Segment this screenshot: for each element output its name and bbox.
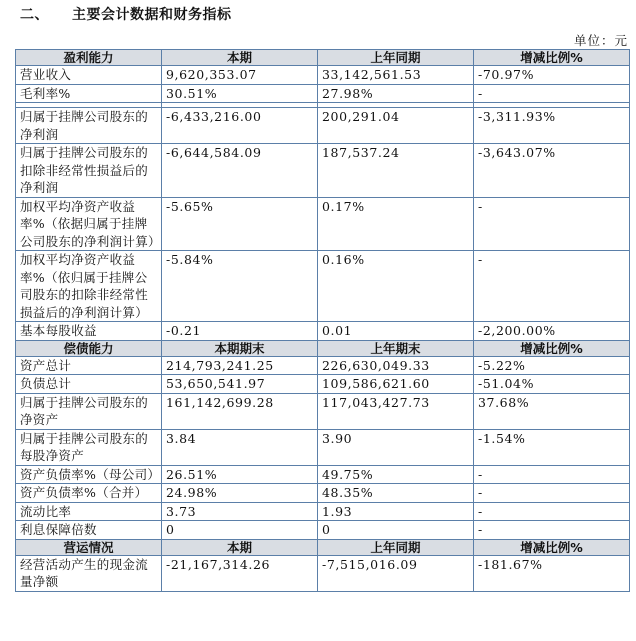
- solvency-column-header: 偿债能力: [16, 340, 162, 356]
- value-cell: -0.21: [162, 322, 318, 341]
- value-cell: 30.51%: [162, 84, 318, 103]
- table-row: [16, 465, 630, 484]
- value-cell: -21,167,314.26: [162, 555, 318, 591]
- unit-label: 单位：元: [573, 33, 628, 48]
- table-row: [16, 484, 630, 503]
- row-label: 加权平均净资产收益率%（依归属于挂牌公司股东的扣除非经常性损益后的净利润计算）: [16, 251, 162, 322]
- value-cell: -: [474, 251, 630, 322]
- value-cell: -: [474, 197, 630, 251]
- value-cell: -3,643.07%: [474, 144, 630, 198]
- row-label: 毛利率%: [16, 84, 162, 103]
- operations-header-row: [16, 539, 630, 555]
- table-row: [16, 393, 630, 429]
- value-cell: 0: [162, 521, 318, 540]
- section-title: 主要会计数据和财务指标: [72, 7, 232, 23]
- value-cell: 0: [318, 521, 474, 540]
- value-cell: -: [474, 465, 630, 484]
- operations-column-header: 上年同期: [318, 539, 474, 555]
- value-cell: -: [474, 521, 630, 540]
- table-row: [16, 251, 630, 322]
- value-cell: -5.65%: [162, 197, 318, 251]
- value-cell: 117,043,427.73: [318, 393, 474, 429]
- value-cell: 3.90: [318, 429, 474, 465]
- value-cell: 0.17%: [318, 197, 474, 251]
- value-cell: 226,630,049.33: [318, 356, 474, 375]
- value-cell: -: [474, 484, 630, 503]
- value-cell: 9,620,353.07: [162, 66, 318, 85]
- table-row: [16, 108, 630, 144]
- financial-data-table: [15, 49, 630, 592]
- table-row: [16, 521, 630, 540]
- value-cell: -: [474, 84, 630, 103]
- solvency-column-header: 上年期末: [318, 340, 474, 356]
- row-label: 归属于挂牌公司股东的扣除非经常性损益后的净利润: [16, 144, 162, 198]
- value-cell: -6,433,216.00: [162, 108, 318, 144]
- table-row: [16, 429, 630, 465]
- row-label: 利息保障倍数: [16, 521, 162, 540]
- value-cell: -2,200.00%: [474, 322, 630, 341]
- value-cell: 53,650,541.97: [162, 375, 318, 394]
- value-cell: -: [474, 502, 630, 521]
- value-cell: 26.51%: [162, 465, 318, 484]
- operations-column-header: 增减比例%: [474, 539, 630, 555]
- value-cell: 109,586,621.60: [318, 375, 474, 394]
- table-row: [16, 197, 630, 251]
- row-label: 资产负债率%（母公司）: [16, 465, 162, 484]
- value-cell: -7,515,016.09: [318, 555, 474, 591]
- value-cell: 214,793,241.25: [162, 356, 318, 375]
- value-cell: 161,142,699.28: [162, 393, 318, 429]
- row-label: 资产负债率%（合并）: [16, 484, 162, 503]
- value-cell: 24.98%: [162, 484, 318, 503]
- value-cell: -5.22%: [474, 356, 630, 375]
- value-cell: 0.16%: [318, 251, 474, 322]
- table-row: [16, 502, 630, 521]
- solvency-column-header: 本期期末: [162, 340, 318, 356]
- table-row: [16, 356, 630, 375]
- value-cell: 200,291.04: [318, 108, 474, 144]
- row-label: 归属于挂牌公司股东的净资产: [16, 393, 162, 429]
- value-cell: -70.97%: [474, 66, 630, 85]
- profit-header-row: [16, 50, 630, 66]
- operations-column-header: 本期: [162, 539, 318, 555]
- table-row: [16, 375, 630, 394]
- value-cell: 0.01: [318, 322, 474, 341]
- table-row: [16, 555, 630, 591]
- row-label: 营业收入: [16, 66, 162, 85]
- row-label: 归属于挂牌公司股东的每股净资产: [16, 429, 162, 465]
- profit-column-header: 增减比例%: [474, 50, 630, 66]
- value-cell: 3.84: [162, 429, 318, 465]
- table-row: [16, 84, 630, 103]
- profit-column-header: 本期: [162, 50, 318, 66]
- value-cell: 3.73: [162, 502, 318, 521]
- table-row: [16, 66, 630, 85]
- section-number: 二、: [20, 7, 49, 23]
- solvency-header-row: [16, 340, 630, 356]
- row-label: 资产总计: [16, 356, 162, 375]
- value-cell: -5.84%: [162, 251, 318, 322]
- value-cell: -1.54%: [474, 429, 630, 465]
- operations-column-header: 营运情况: [16, 539, 162, 555]
- value-cell: 48.35%: [318, 484, 474, 503]
- value-cell: 49.75%: [318, 465, 474, 484]
- table-row: [16, 144, 630, 198]
- profit-column-header: 上年同期: [318, 50, 474, 66]
- value-cell: 33,142,561.53: [318, 66, 474, 85]
- row-label: 归属于挂牌公司股东的净利润: [16, 108, 162, 144]
- solvency-column-header: 增减比例%: [474, 340, 630, 356]
- value-cell: 187,537.24: [318, 144, 474, 198]
- table-row: [16, 322, 630, 341]
- value-cell: 1.93: [318, 502, 474, 521]
- section-heading: [20, 4, 232, 24]
- value-cell: -3,311.93%: [474, 108, 630, 144]
- value-cell: -51.04%: [474, 375, 630, 394]
- profit-column-header: 盈利能力: [16, 50, 162, 66]
- row-label: 负债总计: [16, 375, 162, 394]
- row-label: 加权平均净资产收益率%（依据归属于挂牌公司股东的净利润计算）: [16, 197, 162, 251]
- value-cell: -181.67%: [474, 555, 630, 591]
- row-label: 流动比率: [16, 502, 162, 521]
- value-cell: 37.68%: [474, 393, 630, 429]
- value-cell: -6,644,584.09: [162, 144, 318, 198]
- row-label: 基本每股收益: [16, 322, 162, 341]
- value-cell: 27.98%: [318, 84, 474, 103]
- row-label: 经营活动产生的现金流量净额: [16, 555, 162, 591]
